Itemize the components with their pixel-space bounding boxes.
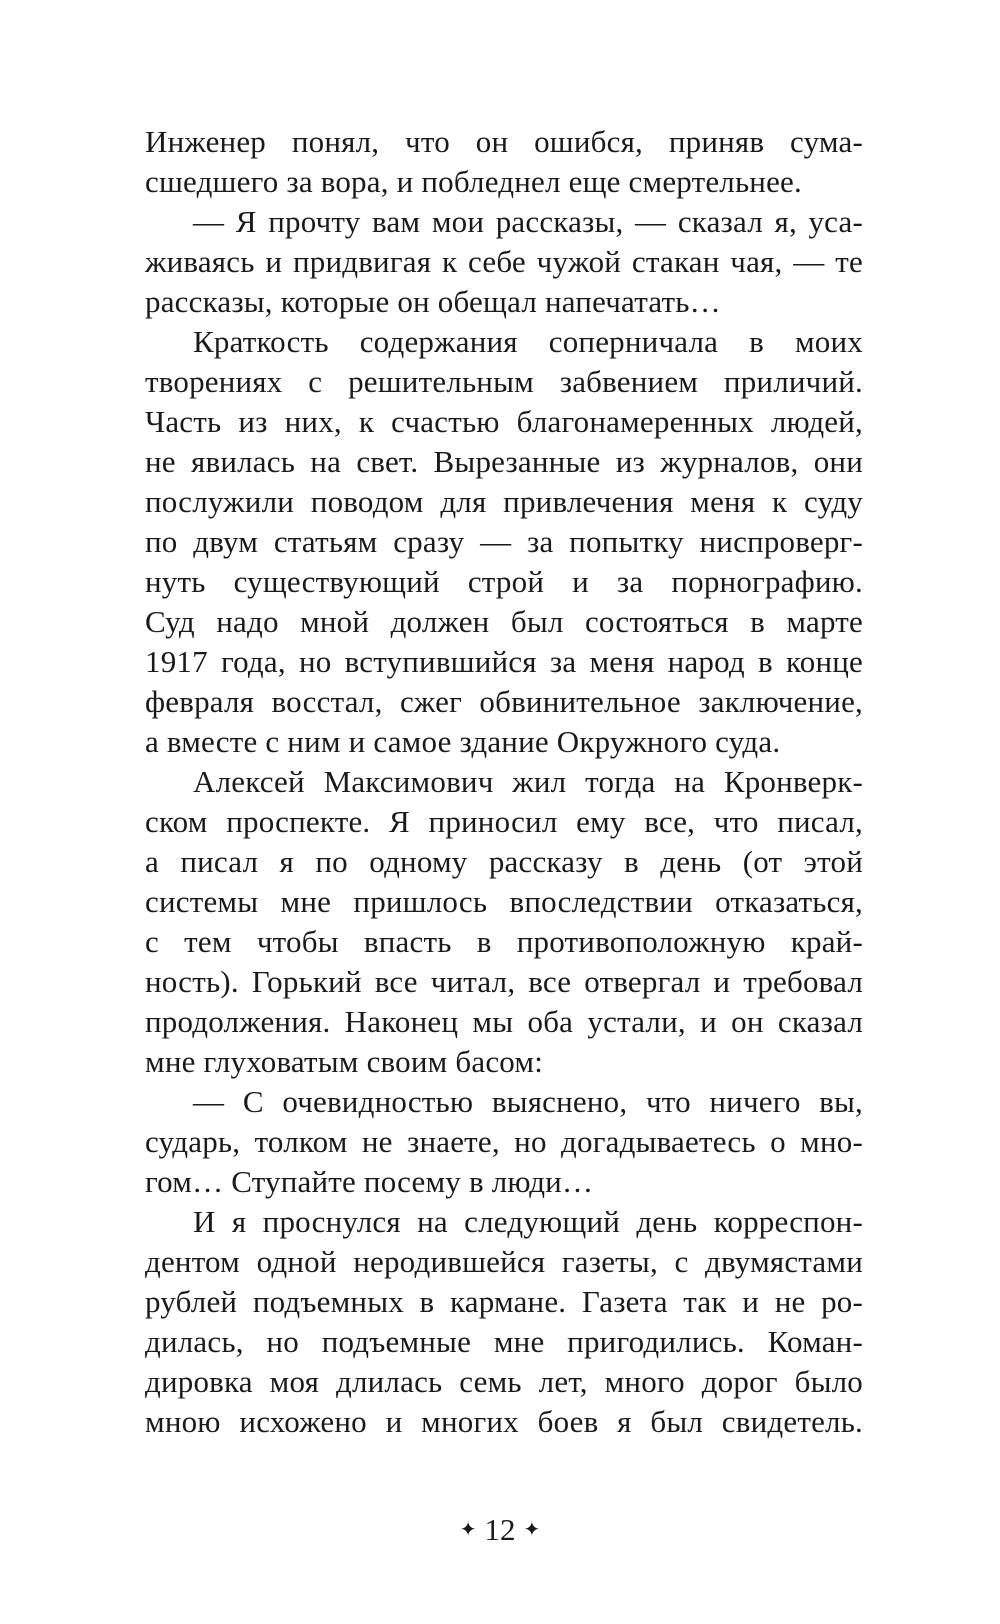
text-line: а вместе с ним и самое здание Окружного суда. — [145, 724, 781, 759]
text-line: сударь, толком не знаете, но догадываетесь о мно- — [145, 1124, 863, 1159]
text-line: мною исхожено и многих боев я был свидетель. — [145, 1404, 863, 1439]
text-line: дентом одной неродившейся газеты, с двумястами — [145, 1244, 863, 1279]
text-line: а писал я по одному рассказу в день (от этой — [145, 844, 863, 879]
text-line: послужили поводом для привлечения меня к суду — [145, 484, 863, 519]
text-line: не явилась на свет. Вырезанные из журналов, они — [145, 444, 863, 479]
text-line: живаясь и придвигая к себе чужой стакан чая, — те — [145, 244, 863, 279]
text-line: февраля восстал, сжег обвинительное заключение, — [145, 684, 863, 719]
text-line: — С очевидностью выяснено, что ничего вы, — [193, 1084, 863, 1119]
text-line: ность). Горький все читал, все отвергал и требовал — [145, 964, 863, 999]
text-line: рублей подъемных в кармане. Газета так и не ро- — [145, 1284, 863, 1319]
text-line: — Я прочту вам мои рассказы, — сказал я, уса- — [193, 204, 863, 239]
text-line: Часть из них, к счастью благонамеренных людей, — [145, 404, 863, 439]
ornament-right-icon: ✦ — [523, 1518, 541, 1541]
text-line: Алексей Максимович жил тогда на Кронверк- — [193, 764, 863, 799]
text-line: дилась, но подъемные мне пригодились. Коман- — [145, 1324, 863, 1359]
text-line: рассказы, которые он обещал напечатать… — [145, 284, 721, 319]
text-line: с тем чтобы впасть в противоположную край- — [145, 924, 863, 959]
text-line: И я проснулся на следующий день корреспон- — [193, 1204, 863, 1239]
text-line: Инженер понял, что он ошибся, приняв сума- — [145, 124, 863, 159]
text-line: ском проспекте. Я приносил ему все, что писал, — [145, 804, 863, 839]
text-line: Краткость содержания соперничала в моих — [193, 324, 863, 359]
book-page — [145, 0, 863, 1624]
text-line: по двум статьям сразу — за попытку ниспроверг- — [145, 524, 863, 559]
page-footer — [0, 1510, 1000, 1553]
text-line: мне глуховатым своим басом: — [145, 1044, 544, 1079]
text-line: 1917 года, но вступившийся за меня народ в конце — [145, 644, 863, 679]
text-line: нуть существующий строй и за порнографию. — [145, 564, 863, 599]
text-line: творениях с решительным забвением приличий. — [145, 364, 863, 399]
text-line: системы мне пришлось впоследствии отказаться, — [145, 884, 863, 919]
text-line: Суд надо мной должен был состояться в марте — [145, 604, 863, 639]
text-line: продолжения. Наконец мы оба устали, и он сказал — [145, 1004, 863, 1039]
text-line: гом… Ступайте посему в люди… — [145, 1164, 594, 1199]
page-number: 12 — [484, 1512, 516, 1547]
ornament-left-icon: ✦ — [459, 1518, 477, 1541]
text-line: сшедшего за вора, и побледнел еще смертельнее. — [145, 164, 802, 199]
text-line: дировка моя длилась семь лет, много дорог было — [145, 1364, 863, 1399]
